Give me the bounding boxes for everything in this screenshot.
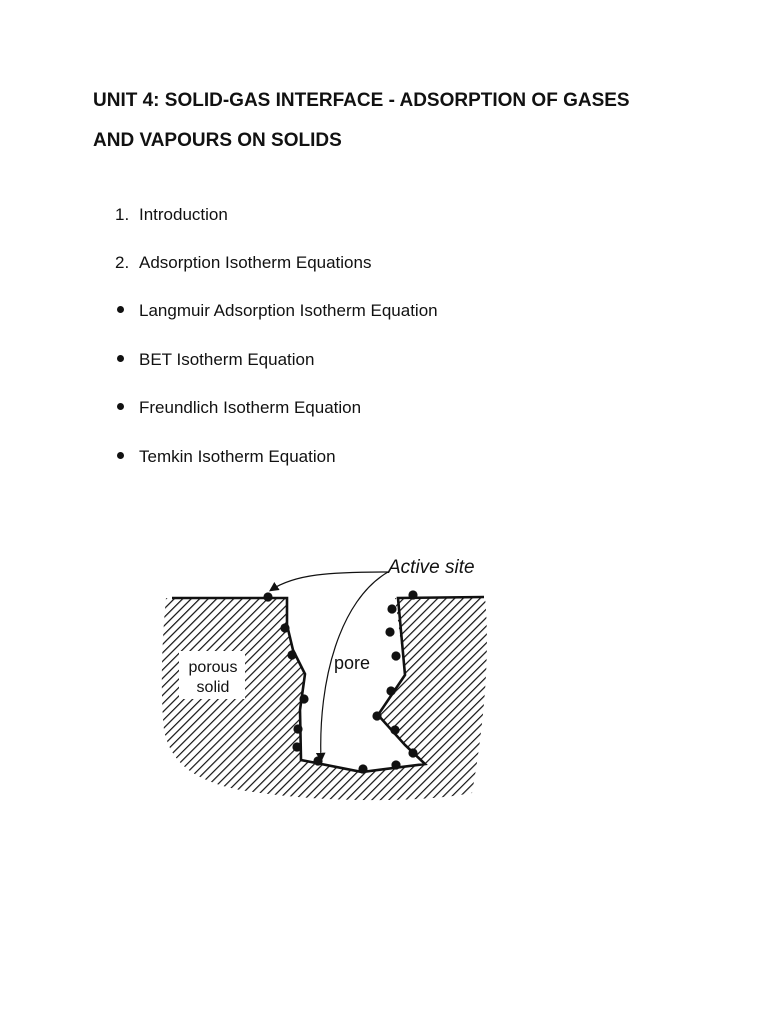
solid-label-line-2: solid [196,679,230,696]
adsorbed-molecule [386,686,395,695]
list-item-label: Langmuir Adsorption Isotherm Equation [139,301,438,320]
outline-item-3 [115,301,438,321]
adsorbed-molecule [313,756,322,765]
active-site-label: Active site [388,557,475,578]
adsorbed-molecule [358,764,367,773]
adsorbed-molecule [391,651,400,660]
pore-label: pore [334,653,371,673]
adsorbed-molecule [391,760,400,769]
adsorbed-molecule [287,650,296,659]
page-title-line-2: AND VAPOURS ON SOLIDS [93,130,342,151]
page-title-line-1: UNIT 4: SOLID-GAS INTERFACE - ADSORPTION OF GASES [93,90,630,111]
list-item-label: Temkin Isotherm Equation [139,447,336,466]
list-number: 1. [115,205,130,224]
adsorbed-molecule [408,748,417,757]
adsorbed-molecule [408,590,417,599]
outline-item-4 [115,350,314,370]
bullet-icon [117,452,124,459]
adsorbed-molecule [387,604,396,613]
solid-label-line-1: porous [188,659,238,676]
outline-item-2 [115,253,371,273]
adsorbed-molecule [299,694,308,703]
adsorbed-molecule [385,627,394,636]
adsorbed-molecule [372,711,381,720]
list-item-label: Freundlich Isotherm Equation [139,398,362,417]
adsorbed-molecule [293,724,302,733]
outline-item-6 [115,447,336,467]
adsorbed-molecule [390,725,399,734]
bullet-icon [117,355,124,362]
active-site-arrow-left [271,572,388,590]
list-item-label: Introduction [139,205,228,224]
list-item-label: BET Isotherm Equation [139,350,315,369]
adsorbed-molecule [280,623,289,632]
list-number: 2. [115,253,130,272]
bullet-icon [117,403,124,410]
bullet-icon [117,306,124,313]
outline-item-1 [115,205,228,225]
adsorbed-molecule [263,592,272,601]
porous-solid-diagram [150,548,500,808]
outline-item-5 [115,398,361,418]
list-item-label: Adsorption Isotherm Equations [139,253,372,272]
adsorbed-molecule [292,742,301,751]
